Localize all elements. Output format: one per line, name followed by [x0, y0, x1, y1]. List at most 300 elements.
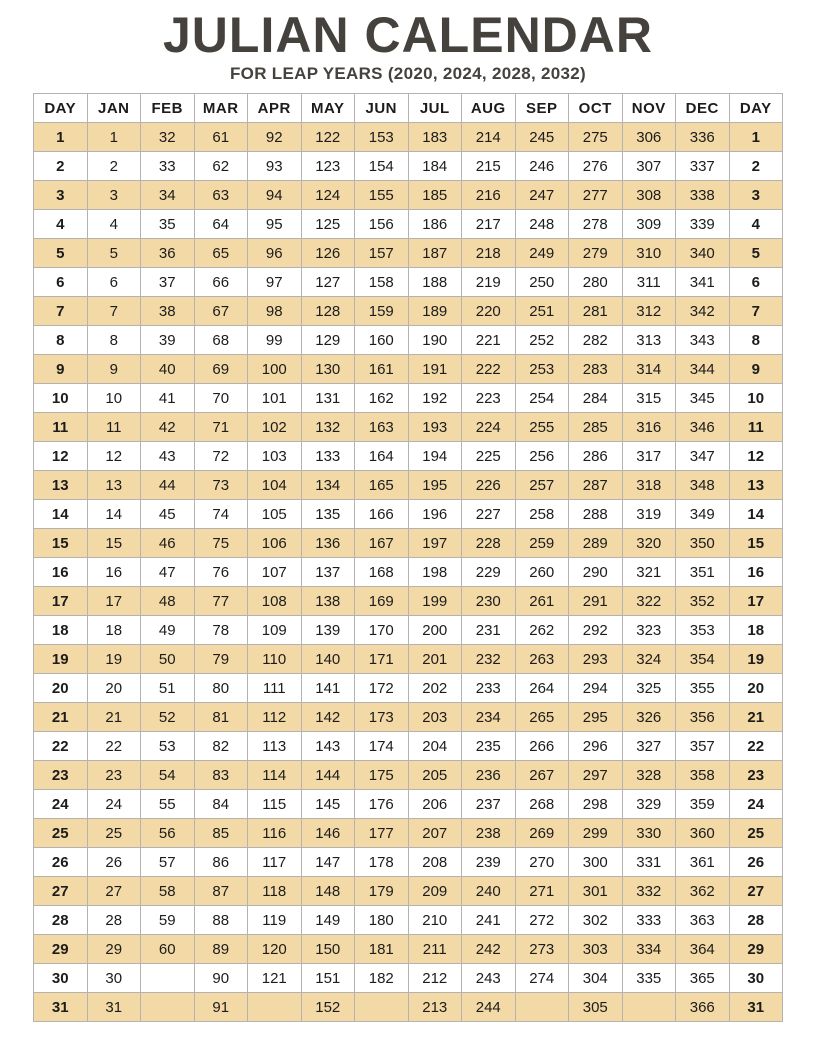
julian-value-cell: 49: [141, 616, 195, 645]
julian-value-cell: 195: [408, 471, 462, 500]
julian-value-cell: 164: [355, 442, 409, 471]
julian-value-cell: 311: [622, 268, 676, 297]
julian-value-cell: 315: [622, 384, 676, 413]
day-cell: 30: [729, 964, 783, 993]
julian-value-cell: 161: [355, 355, 409, 384]
julian-value-cell: 173: [355, 703, 409, 732]
day-cell: 20: [729, 674, 783, 703]
julian-value-cell: 286: [569, 442, 623, 471]
julian-value-cell: 192: [408, 384, 462, 413]
julian-value-cell: 30: [87, 964, 141, 993]
julian-value-cell: 283: [569, 355, 623, 384]
julian-value-cell: 44: [141, 471, 195, 500]
julian-value-cell: 159: [355, 297, 409, 326]
julian-value-cell: 185: [408, 181, 462, 210]
julian-value-cell: 6: [87, 268, 141, 297]
julian-value-cell: 334: [622, 935, 676, 964]
julian-value-cell: 141: [301, 674, 355, 703]
julian-value-cell: 120: [248, 935, 302, 964]
julian-value-cell: 139: [301, 616, 355, 645]
table-row: [34, 848, 783, 877]
julian-value-cell: 359: [676, 790, 730, 819]
julian-value-cell: 306: [622, 123, 676, 152]
julian-value-cell: 146: [301, 819, 355, 848]
julian-value-cell: 363: [676, 906, 730, 935]
column-header-aug: AUG: [462, 94, 516, 123]
day-cell: 2: [729, 152, 783, 181]
julian-value-cell: 24: [87, 790, 141, 819]
julian-value-cell: 209: [408, 877, 462, 906]
julian-value-cell: [141, 964, 195, 993]
julian-value-cell: 285: [569, 413, 623, 442]
julian-value-cell: 148: [301, 877, 355, 906]
table-row: [34, 384, 783, 413]
julian-value-cell: 340: [676, 239, 730, 268]
julian-value-cell: 53: [141, 732, 195, 761]
julian-value-cell: 198: [408, 558, 462, 587]
julian-value-cell: 187: [408, 239, 462, 268]
julian-value-cell: 302: [569, 906, 623, 935]
julian-value-cell: 333: [622, 906, 676, 935]
day-cell: 9: [729, 355, 783, 384]
julian-value-cell: 116: [248, 819, 302, 848]
julian-value-cell: 227: [462, 500, 516, 529]
julian-value-cell: 208: [408, 848, 462, 877]
column-header-may: MAY: [301, 94, 355, 123]
day-cell: 3: [34, 181, 88, 210]
julian-value-cell: 105: [248, 500, 302, 529]
day-cell: 30: [34, 964, 88, 993]
day-cell: 15: [729, 529, 783, 558]
julian-value-cell: 142: [301, 703, 355, 732]
julian-value-cell: 77: [194, 587, 248, 616]
table-row: [34, 964, 783, 993]
julian-value-cell: 186: [408, 210, 462, 239]
table-row: [34, 993, 783, 1022]
julian-value-cell: 210: [408, 906, 462, 935]
julian-value-cell: 336: [676, 123, 730, 152]
julian-value-cell: 215: [462, 152, 516, 181]
julian-value-cell: 339: [676, 210, 730, 239]
julian-value-cell: 13: [87, 471, 141, 500]
julian-value-cell: 88: [194, 906, 248, 935]
julian-value-cell: 255: [515, 413, 569, 442]
julian-value-cell: 93: [248, 152, 302, 181]
page-subtitle: FOR LEAP YEARS (2020, 2024, 2028, 2032): [230, 64, 586, 83]
julian-value-cell: 271: [515, 877, 569, 906]
julian-value-cell: 128: [301, 297, 355, 326]
julian-value-cell: 41: [141, 384, 195, 413]
julian-value-cell: 174: [355, 732, 409, 761]
julian-value-cell: 305: [569, 993, 623, 1022]
julian-value-cell: 332: [622, 877, 676, 906]
table-row: [34, 268, 783, 297]
julian-value-cell: 260: [515, 558, 569, 587]
julian-value-cell: [248, 993, 302, 1022]
julian-value-cell: 356: [676, 703, 730, 732]
julian-value-cell: 273: [515, 935, 569, 964]
julian-value-cell: 12: [87, 442, 141, 471]
julian-value-cell: 324: [622, 645, 676, 674]
day-cell: 11: [729, 413, 783, 442]
julian-value-cell: 76: [194, 558, 248, 587]
julian-value-cell: 5: [87, 239, 141, 268]
julian-value-cell: 312: [622, 297, 676, 326]
julian-value-cell: 183: [408, 123, 462, 152]
julian-value-cell: 300: [569, 848, 623, 877]
julian-value-cell: 111: [248, 674, 302, 703]
julian-value-cell: 42: [141, 413, 195, 442]
julian-value-cell: 81: [194, 703, 248, 732]
julian-value-cell: 130: [301, 355, 355, 384]
julian-value-cell: 4: [87, 210, 141, 239]
julian-value-cell: 84: [194, 790, 248, 819]
julian-value-cell: 136: [301, 529, 355, 558]
julian-value-cell: 68: [194, 326, 248, 355]
table-row: [34, 674, 783, 703]
julian-value-cell: 179: [355, 877, 409, 906]
day-cell: 8: [34, 326, 88, 355]
julian-value-cell: 29: [87, 935, 141, 964]
julian-value-cell: 264: [515, 674, 569, 703]
julian-value-cell: 153: [355, 123, 409, 152]
julian-value-cell: 327: [622, 732, 676, 761]
column-header-day: DAY: [729, 94, 783, 123]
julian-value-cell: 351: [676, 558, 730, 587]
julian-value-cell: 34: [141, 181, 195, 210]
day-cell: 27: [729, 877, 783, 906]
julian-value-cell: 154: [355, 152, 409, 181]
julian-value-cell: 342: [676, 297, 730, 326]
julian-value-cell: 211: [408, 935, 462, 964]
julian-value-cell: 309: [622, 210, 676, 239]
julian-value-cell: 221: [462, 326, 516, 355]
julian-value-cell: 353: [676, 616, 730, 645]
julian-value-cell: 20: [87, 674, 141, 703]
julian-value-cell: 249: [515, 239, 569, 268]
julian-value-cell: 35: [141, 210, 195, 239]
julian-value-cell: 176: [355, 790, 409, 819]
julian-value-cell: 269: [515, 819, 569, 848]
julian-value-cell: 82: [194, 732, 248, 761]
day-cell: 7: [729, 297, 783, 326]
julian-value-cell: 144: [301, 761, 355, 790]
julian-value-cell: 21: [87, 703, 141, 732]
table-row: [34, 906, 783, 935]
julian-value-cell: 196: [408, 500, 462, 529]
julian-value-cell: 225: [462, 442, 516, 471]
julian-value-cell: 279: [569, 239, 623, 268]
table-row: [34, 210, 783, 239]
julian-value-cell: 207: [408, 819, 462, 848]
julian-value-cell: 317: [622, 442, 676, 471]
julian-value-cell: 193: [408, 413, 462, 442]
julian-calendar-table: [33, 93, 783, 1022]
julian-value-cell: 259: [515, 529, 569, 558]
day-cell: 28: [34, 906, 88, 935]
table-row: [34, 935, 783, 964]
julian-value-cell: 169: [355, 587, 409, 616]
julian-value-cell: 292: [569, 616, 623, 645]
julian-value-cell: 280: [569, 268, 623, 297]
day-cell: 6: [729, 268, 783, 297]
julian-value-cell: 266: [515, 732, 569, 761]
julian-value-cell: 261: [515, 587, 569, 616]
julian-value-cell: 43: [141, 442, 195, 471]
julian-value-cell: 15: [87, 529, 141, 558]
table-row: [34, 877, 783, 906]
julian-value-cell: 155: [355, 181, 409, 210]
julian-value-cell: 151: [301, 964, 355, 993]
julian-value-cell: 288: [569, 500, 623, 529]
julian-value-cell: 352: [676, 587, 730, 616]
day-cell: 29: [729, 935, 783, 964]
julian-value-cell: 282: [569, 326, 623, 355]
day-cell: 10: [34, 384, 88, 413]
julian-value-cell: 296: [569, 732, 623, 761]
julian-value-cell: 297: [569, 761, 623, 790]
day-cell: 23: [34, 761, 88, 790]
column-header-sep: SEP: [515, 94, 569, 123]
julian-value-cell: 89: [194, 935, 248, 964]
julian-value-cell: 86: [194, 848, 248, 877]
julian-value-cell: 69: [194, 355, 248, 384]
table-row: [34, 616, 783, 645]
julian-value-cell: 254: [515, 384, 569, 413]
day-cell: 22: [34, 732, 88, 761]
julian-value-cell: 135: [301, 500, 355, 529]
julian-value-cell: 329: [622, 790, 676, 819]
table-row: [34, 355, 783, 384]
day-cell: 5: [729, 239, 783, 268]
julian-value-cell: 50: [141, 645, 195, 674]
table-row: [34, 239, 783, 268]
julian-value-cell: 256: [515, 442, 569, 471]
julian-value-cell: 243: [462, 964, 516, 993]
julian-value-cell: 8: [87, 326, 141, 355]
julian-value-cell: 26: [87, 848, 141, 877]
julian-value-cell: 59: [141, 906, 195, 935]
julian-value-cell: 216: [462, 181, 516, 210]
julian-value-cell: 134: [301, 471, 355, 500]
julian-value-cell: 101: [248, 384, 302, 413]
julian-value-cell: 331: [622, 848, 676, 877]
julian-value-cell: 316: [622, 413, 676, 442]
julian-value-cell: 7: [87, 297, 141, 326]
julian-value-cell: 231: [462, 616, 516, 645]
julian-value-cell: 85: [194, 819, 248, 848]
julian-value-cell: 55: [141, 790, 195, 819]
julian-value-cell: 246: [515, 152, 569, 181]
julian-value-cell: 147: [301, 848, 355, 877]
julian-value-cell: 219: [462, 268, 516, 297]
julian-value-cell: 319: [622, 500, 676, 529]
julian-value-cell: 112: [248, 703, 302, 732]
day-cell: 16: [34, 558, 88, 587]
julian-value-cell: 236: [462, 761, 516, 790]
julian-value-cell: 220: [462, 297, 516, 326]
julian-value-cell: [355, 993, 409, 1022]
julian-value-cell: 343: [676, 326, 730, 355]
julian-value-cell: 22: [87, 732, 141, 761]
julian-value-cell: 242: [462, 935, 516, 964]
julian-value-cell: 36: [141, 239, 195, 268]
julian-value-cell: 9: [87, 355, 141, 384]
julian-value-cell: 157: [355, 239, 409, 268]
julian-value-cell: 2: [87, 152, 141, 181]
julian-value-cell: 150: [301, 935, 355, 964]
table-row: [34, 471, 783, 500]
julian-value-cell: 108: [248, 587, 302, 616]
calendar-table-body: [34, 123, 783, 1022]
julian-value-cell: 191: [408, 355, 462, 384]
julian-value-cell: 156: [355, 210, 409, 239]
julian-value-cell: 94: [248, 181, 302, 210]
day-cell: 26: [34, 848, 88, 877]
julian-value-cell: 11: [87, 413, 141, 442]
julian-value-cell: 275: [569, 123, 623, 152]
day-cell: 11: [34, 413, 88, 442]
julian-value-cell: 276: [569, 152, 623, 181]
table-row: [34, 790, 783, 819]
day-cell: 20: [34, 674, 88, 703]
table-row: [34, 123, 783, 152]
julian-value-cell: 341: [676, 268, 730, 297]
julian-value-cell: 114: [248, 761, 302, 790]
julian-value-cell: 303: [569, 935, 623, 964]
julian-value-cell: 33: [141, 152, 195, 181]
julian-value-cell: 71: [194, 413, 248, 442]
day-cell: 23: [729, 761, 783, 790]
julian-value-cell: 16: [87, 558, 141, 587]
julian-value-cell: 124: [301, 181, 355, 210]
julian-value-cell: 110: [248, 645, 302, 674]
julian-value-cell: [141, 993, 195, 1022]
julian-value-cell: 238: [462, 819, 516, 848]
day-cell: 13: [34, 471, 88, 500]
julian-value-cell: 337: [676, 152, 730, 181]
julian-value-cell: 143: [301, 732, 355, 761]
julian-value-cell: 48: [141, 587, 195, 616]
julian-value-cell: 287: [569, 471, 623, 500]
julian-value-cell: 177: [355, 819, 409, 848]
julian-value-cell: 346: [676, 413, 730, 442]
julian-value-cell: 133: [301, 442, 355, 471]
julian-value-cell: 194: [408, 442, 462, 471]
julian-value-cell: 200: [408, 616, 462, 645]
julian-value-cell: 158: [355, 268, 409, 297]
julian-value-cell: 117: [248, 848, 302, 877]
day-cell: 26: [729, 848, 783, 877]
julian-value-cell: 354: [676, 645, 730, 674]
julian-value-cell: 106: [248, 529, 302, 558]
julian-value-cell: 328: [622, 761, 676, 790]
julian-value-cell: 188: [408, 268, 462, 297]
day-cell: 25: [729, 819, 783, 848]
julian-value-cell: 281: [569, 297, 623, 326]
julian-value-cell: 64: [194, 210, 248, 239]
julian-value-cell: 293: [569, 645, 623, 674]
julian-value-cell: 109: [248, 616, 302, 645]
julian-value-cell: [515, 993, 569, 1022]
julian-value-cell: 224: [462, 413, 516, 442]
julian-value-cell: 258: [515, 500, 569, 529]
day-cell: 22: [729, 732, 783, 761]
julian-value-cell: 145: [301, 790, 355, 819]
julian-value-cell: 348: [676, 471, 730, 500]
julian-value-cell: 189: [408, 297, 462, 326]
column-header-jan: JAN: [87, 94, 141, 123]
julian-value-cell: 37: [141, 268, 195, 297]
day-cell: 14: [34, 500, 88, 529]
julian-value-cell: 313: [622, 326, 676, 355]
julian-value-cell: 226: [462, 471, 516, 500]
julian-value-cell: 18: [87, 616, 141, 645]
julian-value-cell: 237: [462, 790, 516, 819]
julian-value-cell: 91: [194, 993, 248, 1022]
julian-value-cell: 325: [622, 674, 676, 703]
julian-value-cell: 262: [515, 616, 569, 645]
day-cell: 31: [729, 993, 783, 1022]
julian-value-cell: 335: [622, 964, 676, 993]
julian-value-cell: 349: [676, 500, 730, 529]
julian-value-cell: 217: [462, 210, 516, 239]
julian-value-cell: 54: [141, 761, 195, 790]
column-header-jun: JUN: [355, 94, 409, 123]
day-cell: 4: [34, 210, 88, 239]
julian-value-cell: 80: [194, 674, 248, 703]
julian-value-cell: 190: [408, 326, 462, 355]
julian-value-cell: 347: [676, 442, 730, 471]
julian-value-cell: 28: [87, 906, 141, 935]
julian-value-cell: 358: [676, 761, 730, 790]
column-header-apr: APR: [248, 94, 302, 123]
julian-value-cell: 310: [622, 239, 676, 268]
julian-value-cell: 171: [355, 645, 409, 674]
julian-value-cell: 252: [515, 326, 569, 355]
julian-value-cell: 132: [301, 413, 355, 442]
julian-value-cell: 326: [622, 703, 676, 732]
day-cell: 1: [34, 123, 88, 152]
day-cell: 12: [729, 442, 783, 471]
julian-value-cell: 197: [408, 529, 462, 558]
julian-value-cell: 75: [194, 529, 248, 558]
julian-value-cell: 66: [194, 268, 248, 297]
day-cell: 16: [729, 558, 783, 587]
table-row: [34, 529, 783, 558]
julian-value-cell: 272: [515, 906, 569, 935]
julian-value-cell: 14: [87, 500, 141, 529]
julian-value-cell: 232: [462, 645, 516, 674]
day-cell: 18: [729, 616, 783, 645]
julian-value-cell: 250: [515, 268, 569, 297]
julian-value-cell: 304: [569, 964, 623, 993]
julian-value-cell: 152: [301, 993, 355, 1022]
julian-value-cell: 247: [515, 181, 569, 210]
julian-value-cell: 355: [676, 674, 730, 703]
table-row: [34, 181, 783, 210]
day-cell: 1: [729, 123, 783, 152]
julian-value-cell: 244: [462, 993, 516, 1022]
calendar-table-head: [34, 94, 783, 123]
julian-value-cell: 290: [569, 558, 623, 587]
julian-value-cell: 289: [569, 529, 623, 558]
julian-value-cell: 223: [462, 384, 516, 413]
table-row: [34, 819, 783, 848]
table-row: [34, 500, 783, 529]
julian-value-cell: 137: [301, 558, 355, 587]
julian-value-cell: 253: [515, 355, 569, 384]
